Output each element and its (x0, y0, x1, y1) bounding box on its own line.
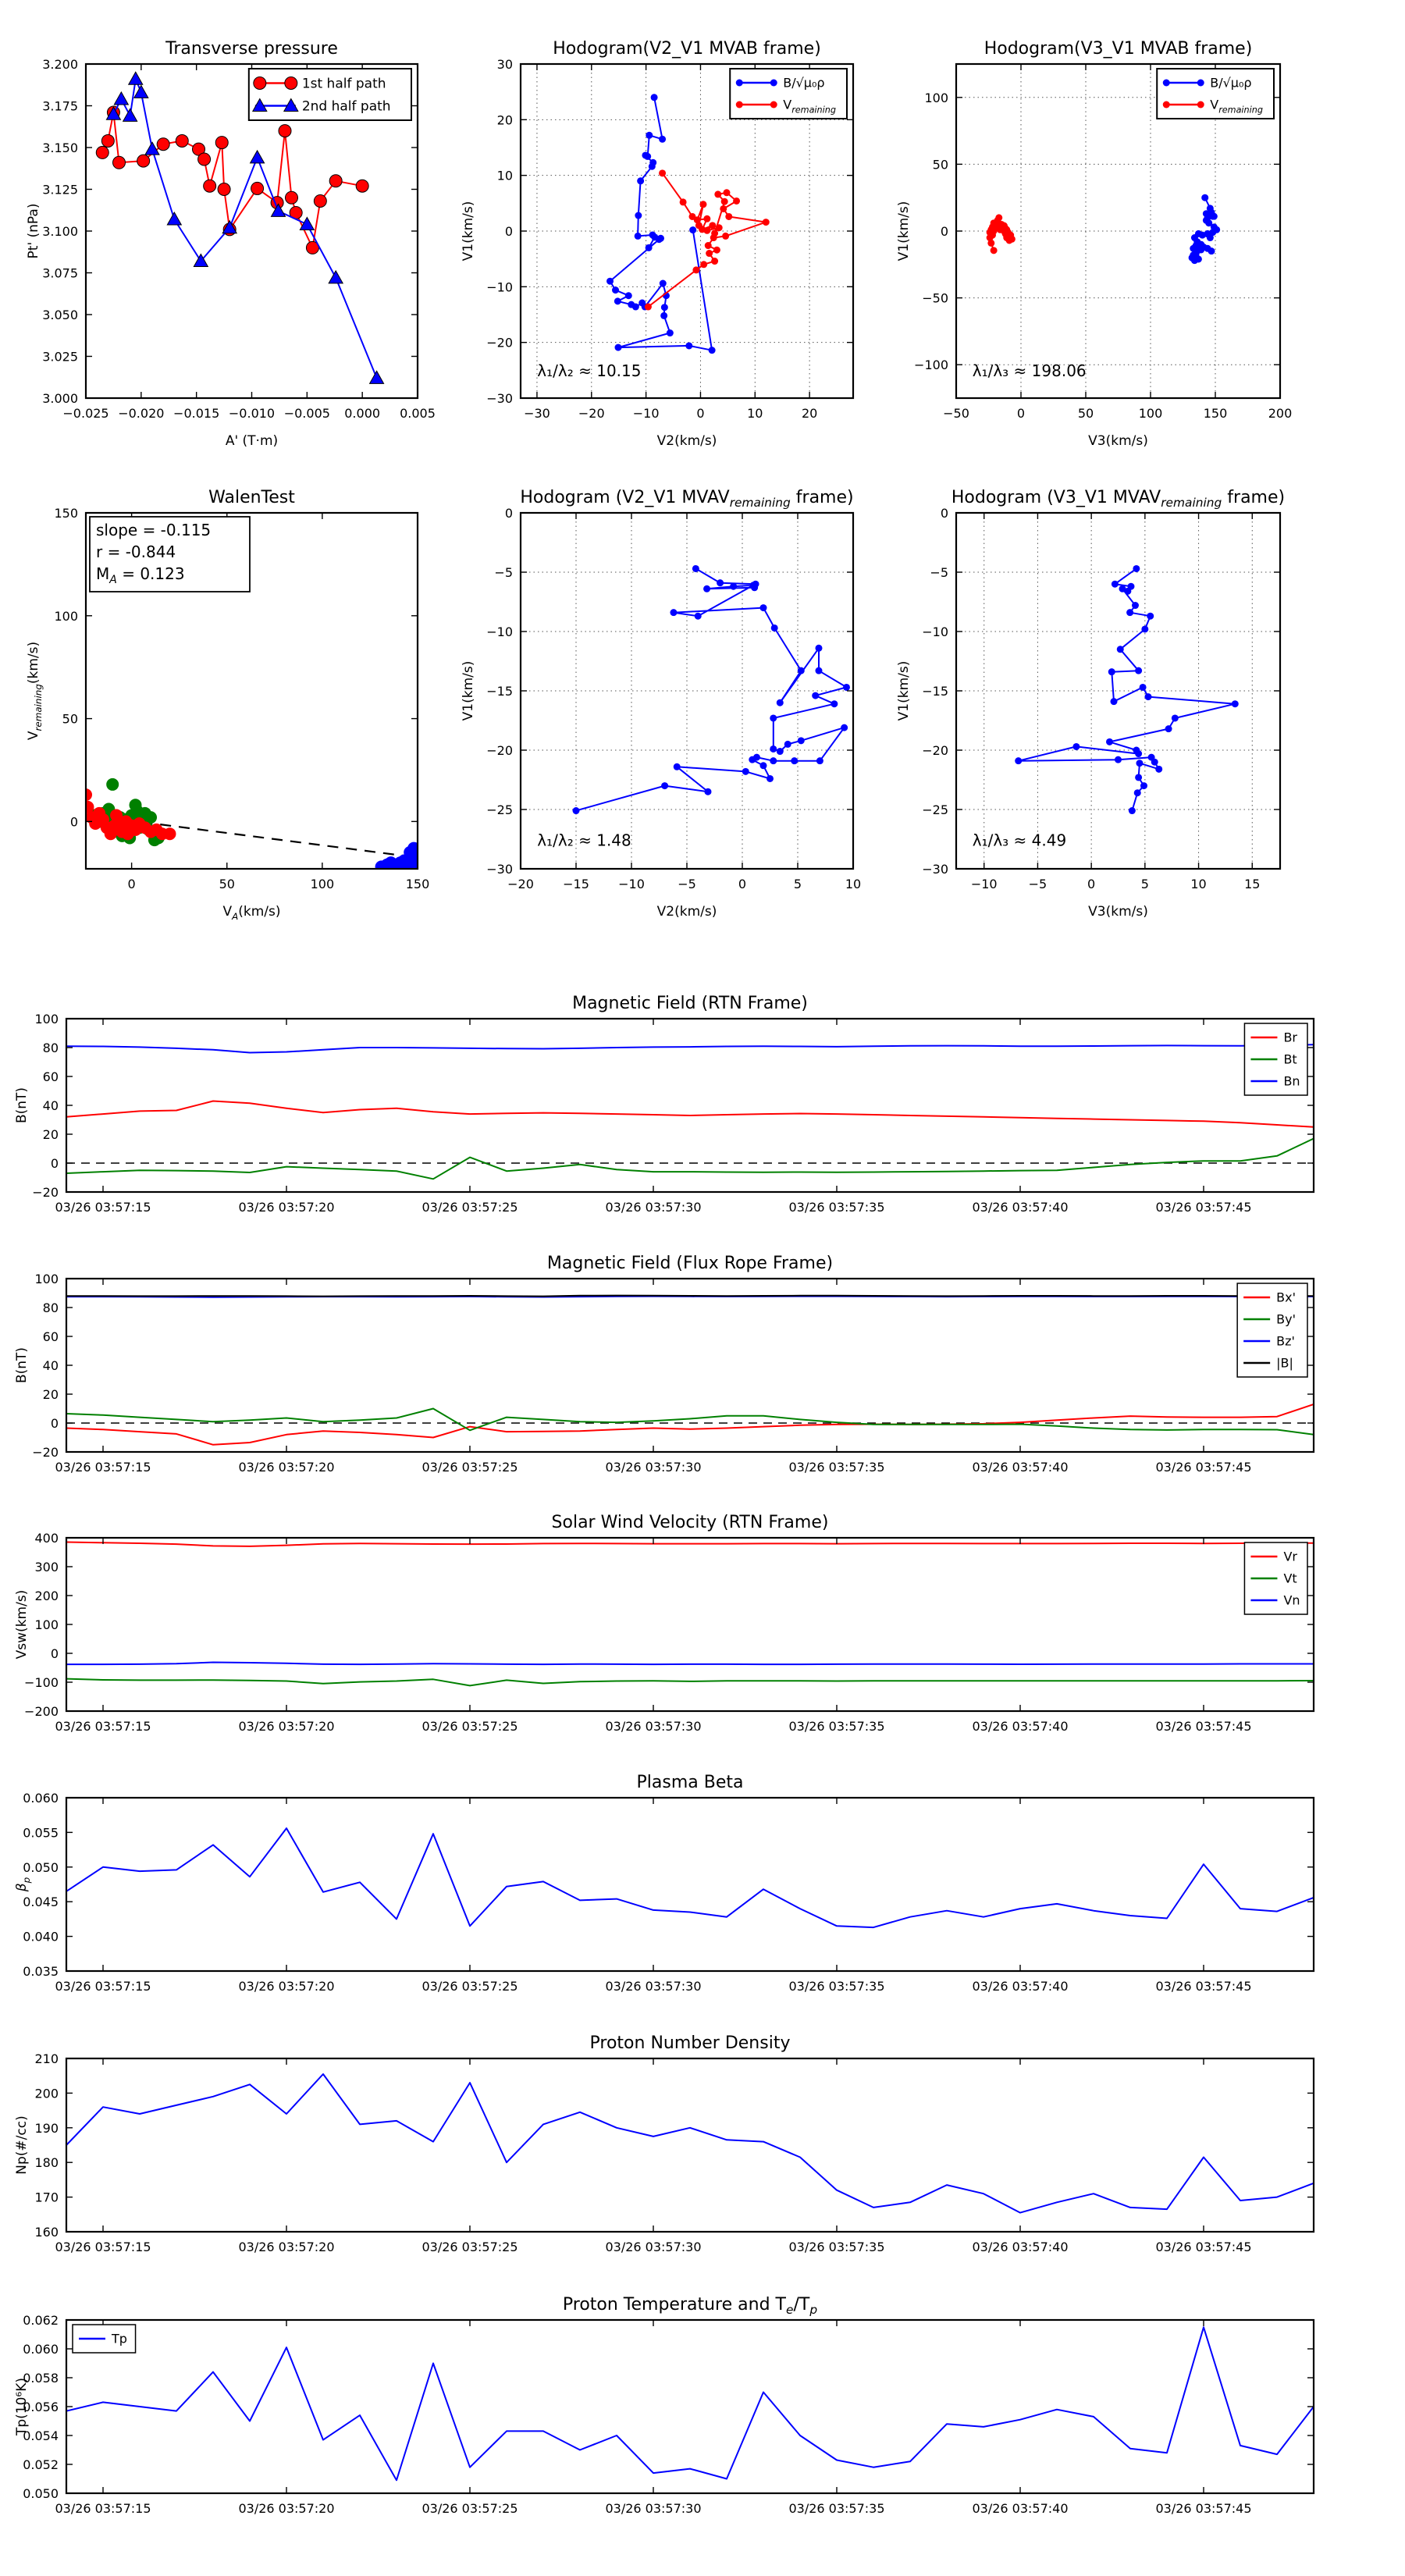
y-tick-label: 20 (42, 1387, 59, 1402)
chart-title: Plasma Beta (636, 1773, 744, 1792)
x-axis-label: $V_A(km/s)$ (222, 904, 281, 922)
x-tick-label: 03/26 03:57:40 (972, 1200, 1069, 1215)
y-tick-label: 3.050 (42, 308, 78, 322)
y-tick-label: 0 (940, 224, 948, 239)
y-tick-label: 0.055 (23, 1825, 59, 1841)
x-tick-label: −10 (618, 877, 645, 891)
legend (73, 2325, 136, 2353)
plot-frame (66, 1019, 1314, 1192)
y-tick-label: −30 (486, 391, 513, 406)
annotation: λ₁/λ₂ ≈ 1.48 (537, 831, 631, 850)
y-axis-label: $V_{remaining}(km/s)$ (26, 641, 44, 741)
y-tick-label: 0 (50, 1416, 59, 1431)
y-tick-label: −30 (486, 862, 513, 877)
x-axis-label: A' (T·m) (225, 433, 279, 449)
x-tick-label: −0.020 (118, 406, 165, 421)
x-tick-label: 10 (1190, 877, 1207, 891)
x-tick-label: 03/26 03:57:15 (55, 1979, 151, 1994)
legend-label: Bn (1283, 1073, 1300, 1089)
series-By-prime (66, 1409, 1314, 1435)
x-tick-label: 03/26 03:57:15 (55, 1460, 151, 1475)
y-tick-label: 3.075 (42, 265, 78, 281)
x-tick-label: 03/26 03:57:25 (422, 1979, 518, 1994)
y-tick-label: 0.040 (23, 1929, 59, 1944)
x-axis-label: V2(km/s) (656, 904, 717, 920)
ticks (32, 1012, 1314, 1215)
x-tick-label: 03/26 03:57:35 (788, 2501, 885, 2516)
legend (249, 69, 411, 120)
x-tick-label: 0 (696, 406, 705, 421)
y-tick-label: 3.000 (42, 391, 78, 406)
y-tick-label: 0.050 (23, 2486, 59, 2501)
x-tick-label: 03/26 03:57:25 (422, 1460, 518, 1475)
y-tick-label: 0 (940, 506, 948, 521)
series-group (573, 565, 850, 814)
x-tick-label: 03/26 03:57:20 (238, 1719, 335, 1734)
x-tick-label: 03/26 03:57:45 (1155, 1460, 1252, 1475)
y-tick-label: 0 (50, 1156, 59, 1171)
y-tick-label: 10 (496, 168, 513, 183)
x-tick-label: 03/26 03:57:40 (972, 1979, 1069, 1994)
x-tick-label: 150 (1203, 406, 1228, 421)
chart-title: Hodogram (V2_V1 $MVAV_{remaining}$ frame) (520, 488, 854, 510)
x-tick-label: 03/26 03:57:45 (1155, 2501, 1252, 2516)
x-tick-label: 10 (845, 877, 862, 891)
x-tick-label: 03/26 03:57:35 (788, 2240, 885, 2254)
annotation: λ₁/λ₃ ≈ 4.49 (972, 831, 1067, 850)
x-tick-label: 03/26 03:57:45 (1155, 2240, 1252, 2254)
x-tick-label: 03/26 03:57:30 (605, 1719, 702, 1734)
y-tick-label: −30 (922, 862, 948, 877)
legend-label: $V_{remaining}$ (1210, 97, 1263, 116)
y-tick-label: 60 (42, 1069, 59, 1084)
x-axis-label: V3(km/s) (1088, 433, 1148, 449)
y-tick-label: 50 (62, 711, 78, 727)
x-tick-label: 100 (1138, 406, 1163, 421)
x-tick-label: −0.005 (283, 406, 330, 421)
y-axis-label: V1(km/s) (461, 201, 476, 262)
y-tick-label: 100 (34, 1272, 59, 1286)
x-tick-label: 200 (1268, 406, 1293, 421)
y-tick-label: 0.054 (23, 2428, 59, 2443)
x-tick-label: 03/26 03:57:20 (238, 1460, 335, 1475)
x-tick-label: 0.005 (400, 406, 436, 421)
x-tick-label: −0.015 (173, 406, 220, 421)
x-tick-label: 03/26 03:57:15 (55, 1200, 151, 1215)
series-Bt (66, 1139, 1314, 1179)
series-group (66, 1296, 1314, 1445)
ticks (24, 1531, 1314, 1734)
y-axis-label: Np(#/cc) (14, 2115, 30, 2175)
x-tick-label: 03/26 03:57:25 (422, 1200, 518, 1215)
series-group (66, 2327, 1314, 2480)
y-tick-label: 0.035 (23, 1964, 59, 1979)
x-tick-label: −5 (1028, 877, 1048, 891)
x-tick-label: 03/26 03:57:35 (788, 1200, 885, 1215)
y-tick-label: −20 (486, 335, 513, 350)
x-tick-label: 5 (793, 877, 802, 891)
chart-plasma-beta (14, 1773, 1314, 1994)
y-axis-label: Vsw(km/s) (14, 1589, 30, 1660)
x-tick-label: 50 (1077, 406, 1094, 421)
chart-title: Magnetic Field (Flux Rope Frame) (546, 1254, 834, 1273)
y-tick-label: −20 (922, 743, 948, 758)
y-tick-label: 0.050 (23, 1859, 59, 1875)
y-tick-label: 170 (34, 2190, 59, 2205)
x-tick-label: 03/26 03:57:30 (605, 1200, 702, 1215)
x-tick-label: 03/26 03:57:30 (605, 2501, 702, 2516)
x-tick-label: 0 (1016, 406, 1026, 421)
x-tick-label: 0 (738, 877, 747, 891)
y-tick-label: 20 (496, 112, 513, 128)
x-tick-label: −20 (507, 877, 534, 891)
x-tick-label: 0 (127, 877, 136, 891)
y-axis-label: V1(km/s) (896, 660, 912, 721)
y-tick-label: 300 (34, 1560, 59, 1574)
ticks (34, 2051, 1314, 2254)
y-tick-label: 0 (504, 224, 513, 239)
x-tick-label: 03/26 03:57:40 (972, 1460, 1069, 1475)
legend-label: Br (1283, 1030, 1298, 1045)
x-tick-label: 10 (747, 406, 763, 421)
x-tick-label: 03/26 03:57:15 (55, 2501, 151, 2516)
y-axis-label: B(nT) (14, 1087, 30, 1124)
legend-label: $V_{remaining}$ (783, 97, 836, 116)
plot-frame (521, 513, 853, 869)
x-tick-label: 03/26 03:57:35 (788, 1719, 885, 1734)
chart-title: Solar Wind Velocity (RTN Frame) (551, 1513, 829, 1532)
stats-line: slope = -0.115 (96, 521, 212, 539)
x-axis-label: V2(km/s) (656, 433, 717, 449)
x-tick-label: 150 (405, 877, 430, 891)
chart-title: Hodogram(V2_V1 MVAB frame) (553, 39, 821, 59)
legend-label: 1st half path (301, 76, 386, 92)
legend-label: |B| (1276, 1355, 1293, 1371)
chart-mag-rtn (14, 994, 1314, 1215)
legend (730, 69, 847, 119)
x-tick-label: 03/26 03:57:25 (422, 2501, 518, 2516)
y-tick-label: 150 (54, 506, 78, 521)
chart-mag-fluxrope (14, 1254, 1314, 1475)
chart-proton-density (14, 2033, 1314, 2254)
legend (1244, 1542, 1307, 1614)
y-axis-label: Pt' (nPa) (26, 203, 41, 259)
y-axis-label: V1(km/s) (896, 201, 912, 262)
x-tick-label: −5 (678, 877, 696, 891)
y-tick-label: −20 (32, 1445, 59, 1460)
y-tick-label: 100 (34, 1012, 59, 1026)
x-tick-label: 03/26 03:57:15 (55, 1719, 151, 1734)
chart-title: Magnetic Field (RTN Frame) (572, 994, 808, 1013)
y-tick-label: 0.045 (23, 1895, 59, 1910)
x-tick-label: 03/26 03:57:40 (972, 2501, 1069, 2516)
chart-title: Hodogram(V3_V1 MVAB frame) (984, 39, 1253, 59)
chart-hodogram-v2v1-mvav (461, 488, 861, 920)
y-tick-label: 40 (42, 1098, 59, 1113)
series-Br (66, 1101, 1314, 1127)
y-tick-label: 60 (42, 1329, 59, 1344)
x-tick-label: 03/26 03:57:20 (238, 2501, 335, 2516)
x-tick-label: 03/26 03:57:30 (605, 1979, 702, 1994)
series-group (987, 194, 1221, 264)
x-tick-label: −10 (632, 406, 660, 421)
chart-title: Proton Temperature and $T_e/T_p$ (562, 2295, 818, 2317)
x-tick-label: 20 (801, 406, 818, 421)
y-tick-label: 210 (34, 2051, 59, 2066)
y-tick-label: 3.100 (42, 224, 78, 239)
series-Bx-prime (66, 1404, 1314, 1445)
y-tick-label: −20 (486, 743, 513, 758)
y-tick-label: 190 (34, 2120, 59, 2136)
series-Vn (66, 1663, 1314, 1665)
x-tick-label: 50 (219, 877, 235, 891)
y-tick-label: −100 (24, 1675, 59, 1690)
series-group (1015, 565, 1239, 814)
y-tick-label: −5 (930, 565, 948, 580)
x-tick-label: 03/26 03:57:35 (788, 1460, 885, 1475)
legend-label: B/√μ₀ρ (1210, 75, 1252, 91)
annotation: λ₁/λ₃ ≈ 198.06 (972, 361, 1087, 381)
x-tick-label: 03/26 03:57:40 (972, 2240, 1069, 2254)
y-tick-label: −25 (486, 802, 513, 817)
x-tick-label: 03/26 03:57:15 (55, 2240, 151, 2254)
legend-label: Bx' (1276, 1290, 1297, 1305)
chart-title: Transverse pressure (165, 39, 338, 59)
series-v-path (1015, 565, 1239, 814)
y-tick-label: 0 (50, 1646, 59, 1661)
stats-line: r = -0.844 (96, 543, 176, 561)
legend-label: Bz' (1276, 1333, 1295, 1349)
legend (1157, 69, 1274, 119)
y-tick-label: −50 (922, 290, 948, 306)
y-tick-label: 0.052 (23, 2457, 59, 2472)
x-tick-label: 03/26 03:57:20 (238, 2240, 335, 2254)
x-tick-label: −30 (524, 406, 550, 421)
y-tick-label: 0.062 (23, 2313, 59, 2328)
x-tick-label: 03/26 03:57:35 (788, 1979, 885, 1994)
legend-label: Tp (112, 2331, 127, 2347)
y-tick-label: 20 (42, 1127, 59, 1142)
y-tick-label: 0.060 (23, 2342, 59, 2357)
legend-label: Vt (1283, 1571, 1297, 1586)
y-tick-label: 30 (496, 57, 513, 72)
y-tick-label: 400 (34, 1531, 59, 1546)
x-tick-label: 03/26 03:57:25 (422, 1719, 518, 1734)
x-tick-label: 03/26 03:57:40 (972, 1719, 1069, 1734)
series-B-magnitude (66, 1296, 1314, 1297)
plot-frame (66, 1798, 1314, 1971)
series-Tp (66, 2327, 1314, 2480)
chart-proton-temp (14, 2295, 1314, 2516)
series-group (66, 1828, 1314, 1927)
y-tick-label: 0.056 (23, 2400, 59, 2414)
x-tick-label: −15 (563, 877, 589, 891)
y-tick-label: 200 (34, 2086, 59, 2101)
y-axis-label: B(nT) (14, 1347, 30, 1384)
chart-walen-test (26, 488, 429, 922)
y-tick-label: 3.200 (42, 57, 78, 72)
series-Vt (66, 1679, 1314, 1686)
x-tick-label: 03/26 03:57:20 (238, 1200, 335, 1215)
plot-frame (66, 2320, 1314, 2493)
y-tick-label: −25 (922, 802, 948, 817)
y-tick-label: −10 (486, 624, 513, 639)
x-axis-label: V3(km/s) (1088, 904, 1148, 920)
x-tick-label: 5 (1140, 877, 1149, 891)
x-tick-label: −20 (578, 406, 605, 421)
x-tick-label: −10 (970, 877, 998, 891)
x-tick-label: 100 (310, 877, 335, 891)
series-group (606, 94, 770, 354)
plot-frame (66, 1538, 1314, 1711)
y-tick-label: 200 (34, 1589, 59, 1603)
x-tick-label: −0.010 (228, 406, 276, 421)
legend-label: By' (1276, 1311, 1297, 1327)
y-tick-label: −20 (32, 1185, 59, 1200)
chart-title: WalenTest (208, 488, 295, 507)
x-tick-label: 03/26 03:57:45 (1155, 1719, 1252, 1734)
series-Vr (66, 1542, 1314, 1546)
y-tick-label: −15 (922, 684, 948, 699)
series-group (66, 2074, 1314, 2213)
x-tick-label: 03/26 03:57:30 (605, 2240, 702, 2254)
x-tick-label: 03/26 03:57:45 (1155, 1979, 1252, 1994)
y-axis-label: V1(km/s) (461, 660, 476, 721)
series-beta-p (66, 1828, 1314, 1927)
x-tick-label: 03/26 03:57:45 (1155, 1200, 1252, 1215)
y-tick-label: 160 (34, 2225, 59, 2240)
y-tick-label: 80 (42, 1041, 59, 1055)
stats-line: $M_A = 0.123$ (96, 564, 185, 586)
y-axis-label: Tp(10⁶K) (14, 2377, 30, 2436)
y-axis-label: $\beta_p$ (14, 1877, 32, 1892)
legend-label: 2nd half path (301, 98, 391, 115)
series-Bn (66, 1044, 1314, 1052)
chart-title: Hodogram (V3_V1 $MVAV_{remaining}$ frame) (951, 488, 1286, 510)
y-tick-label: 100 (34, 1617, 59, 1632)
series-v-path (573, 565, 850, 814)
chart-velocity-rtn (14, 1513, 1314, 1734)
x-tick-label: 15 (1244, 877, 1261, 891)
series-scatter-blue (375, 842, 428, 877)
y-tick-label: 50 (932, 157, 948, 173)
y-tick-label: −10 (486, 279, 513, 295)
x-tick-label: 0.000 (344, 406, 381, 421)
x-tick-label: 03/26 03:57:25 (422, 2240, 518, 2254)
x-tick-label: 03/26 03:57:20 (238, 1979, 335, 1994)
y-tick-label: 3.025 (42, 349, 78, 365)
y-tick-label: 0 (69, 814, 78, 830)
chart-hodogram-v3v1-mvav (896, 488, 1285, 920)
y-tick-label: −200 (24, 1704, 59, 1719)
legend-label: Vn (1283, 1592, 1300, 1608)
y-tick-label: 0.060 (23, 1791, 59, 1806)
legend-label: Vr (1283, 1549, 1297, 1564)
y-tick-label: 3.175 (42, 98, 78, 114)
chart-title: Proton Number Density (589, 2033, 791, 2053)
y-tick-label: −10 (922, 624, 948, 639)
y-tick-label: 3.150 (42, 141, 78, 155)
y-tick-label: 180 (34, 2155, 59, 2171)
legend (1237, 1283, 1307, 1377)
series-v-remaining (987, 214, 1016, 254)
series-group (66, 1542, 1314, 1686)
annotation: λ₁/λ₂ ≈ 10.15 (537, 361, 642, 381)
y-tick-label: 0 (504, 506, 513, 521)
series-group (80, 778, 428, 877)
series-group (66, 1044, 1314, 1179)
y-tick-label: −5 (494, 565, 513, 580)
y-tick-label: 3.125 (42, 182, 78, 197)
y-tick-label: −100 (914, 358, 948, 373)
plot-frame (66, 1279, 1314, 1452)
x-tick-label: −50 (943, 406, 969, 421)
y-tick-label: −15 (486, 684, 513, 699)
grid (521, 513, 853, 869)
legend-label: B/√μ₀ρ (783, 75, 825, 91)
ticks (23, 2313, 1314, 2516)
ticks (23, 1791, 1314, 1994)
y-tick-label: 0.058 (23, 2371, 59, 2386)
chart-transverse-pressure (26, 39, 436, 449)
x-tick-label: 03/26 03:57:30 (605, 1460, 702, 1475)
grid (956, 513, 1280, 869)
y-tick-label: 100 (924, 90, 948, 105)
chart-hodogram-v3v1-mvab (896, 39, 1292, 449)
y-tick-label: 40 (42, 1358, 59, 1373)
stats-box (90, 517, 250, 592)
legend-label: Bt (1283, 1051, 1297, 1067)
legend (1244, 1023, 1307, 1095)
y-tick-label: 100 (54, 608, 78, 624)
x-tick-label: 0 (1087, 877, 1096, 891)
series-Np (66, 2074, 1314, 2213)
y-tick-label: 80 (42, 1300, 59, 1315)
x-tick-label: −0.025 (62, 406, 109, 421)
chart-hodogram-v2v1-mvab (461, 39, 853, 449)
